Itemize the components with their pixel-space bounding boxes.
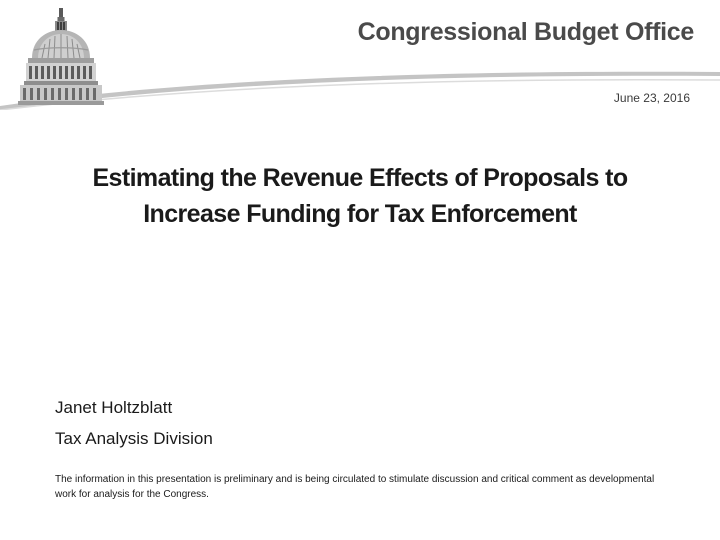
presenter-name: Janet Holtzblatt (55, 398, 173, 417)
presenter-division: Tax Analysis Division (55, 429, 213, 448)
slide-title-line-1: Estimating the Revenue Effects of Proposals to (92, 164, 628, 192)
disclaimer-text: The information in this presentation is preliminary and is being circulated to stimulate discussion and critical comment as developmental work for analysis for the Congress. (55, 474, 655, 500)
capitol-dome-icon (18, 6, 104, 106)
header-swoosh (0, 50, 720, 110)
organization-name: Congressional Budget Office (357, 18, 694, 46)
presentation-date: June 23, 2016 (613, 91, 690, 105)
slide-title-line-2: Increase Funding for Tax Enforcement (143, 200, 577, 228)
slide-title (40, 160, 680, 232)
presenter-block (55, 392, 213, 454)
